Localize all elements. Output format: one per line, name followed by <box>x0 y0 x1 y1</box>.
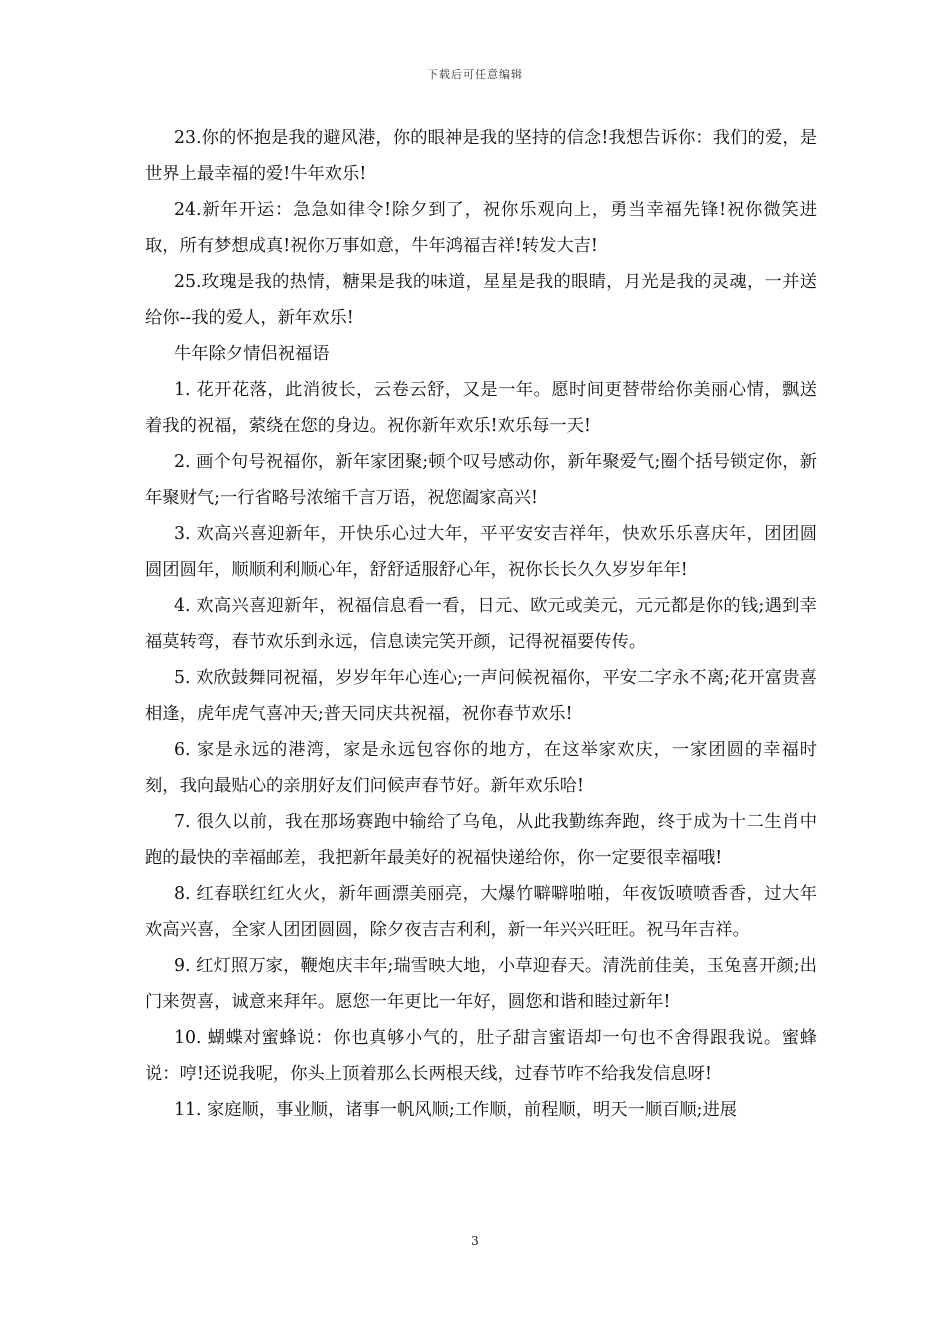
paragraph-4: 4. 欢高兴喜迎新年，祝福信息看一看，日元、欧元或美元，元元都是你的钱;遇到幸福莫转弯，春节欢乐到永远，信息读完笑开颜，记得祝福要传传。 <box>145 596 817 652</box>
paragraph-10: 10. 蝴蝶对蜜蜂说：你也真够小气的，肚子甜言蜜语却一句也不舍得跟我说。蜜蜂说：哼!还说我呢，你头上顶着那么长两根天线，过春节咋不给我发信息呀! <box>145 1028 817 1084</box>
document-body <box>145 120 817 1128</box>
paragraph-9: 9. 红灯照万家，鞭炮庆丰年;瑞雪映大地，小草迎春天。清洗前佳美，玉兔喜开颜;出门来贺喜，诚意来拜年。愿您一年更比一年好，圆您和谐和睦过新年! <box>145 956 817 1012</box>
paragraph-1: 1. 花开花落，此消彼长，云卷云舒，又是一年。愿时间更替带给你美丽心情，飘送着我的祝福，萦绕在您的身边。祝你新年欢乐!欢乐每一天! <box>145 380 817 436</box>
paragraph-7: 7. 很久以前，我在那场赛跑中输给了乌龟，从此我勤练奔跑，终于成为十二生肖中跑的最快的幸福邮差，我把新年最美好的祝福快递给你，你一定要很幸福哦! <box>145 812 817 868</box>
paragraph-11: 11. 家庭顺，事业顺，诸事一帆风顺;工作顺，前程顺，明天一顺百顺;进展 <box>174 1100 738 1120</box>
paragraph-25: 25.玫瑰是我的热情，糖果是我的味道，星星是我的眼睛，月光是我的灵魂，一并送给你--我的爱人，新年欢乐! <box>145 272 817 328</box>
paragraph-2: 2. 画个句号祝福你，新年家团聚;顿个叹号感动你，新年聚爱气;圈个括号锁定你，新年聚财气;一行省略号浓缩千言万语，祝您阖家高兴! <box>145 452 817 508</box>
section-title: 牛年除夕情侣祝福语 <box>174 344 330 364</box>
paragraph-8: 8. 红春联红红火火，新年画漂美丽亮，大爆竹噼噼啪啪，年夜饭喷喷香香，过大年欢高兴喜，全家人团团圆圆，除夕夜吉吉利利，新一年兴兴旺旺。祝马年吉祥。 <box>145 884 817 940</box>
page-number: 3 <box>471 1234 479 1248</box>
paragraph-23: 23.你的怀抱是我的避风港，你的眼神是我的坚持的信念!我想告诉你：我们的爱，是世界上最幸福的爱!牛年欢乐! <box>145 128 817 184</box>
paragraph-6: 6. 家是永远的港湾，家是永远包容你的地方，在这举家欢庆，一家团圆的幸福时刻，我向最贴心的亲朋好友们问候声春节好。新年欢乐哈! <box>145 740 817 796</box>
page-header: 下载后可任意编辑 <box>427 68 523 81</box>
paragraph-3: 3. 欢高兴喜迎新年，开快乐心过大年，平平安安吉祥年，快欢乐乐喜庆年，团团圆圆团圆年，顺顺利利顺心年，舒舒适服舒心年，祝你长长久久岁岁年年! <box>145 524 817 580</box>
paragraph-24: 24.新年开运：急急如律令!除夕到了，祝你乐观向上，勇当幸福先锋!祝你微笑进取，所有梦想成真!祝你万事如意，牛年鸿福吉祥!转发大吉! <box>145 200 817 256</box>
paragraph-5: 5. 欢欣鼓舞同祝福，岁岁年年心连心;一声问候祝福你，平安二字永不离;花开富贵喜相逢，虎年虎气喜冲天;普天同庆共祝福，祝你春节欢乐! <box>145 668 817 724</box>
